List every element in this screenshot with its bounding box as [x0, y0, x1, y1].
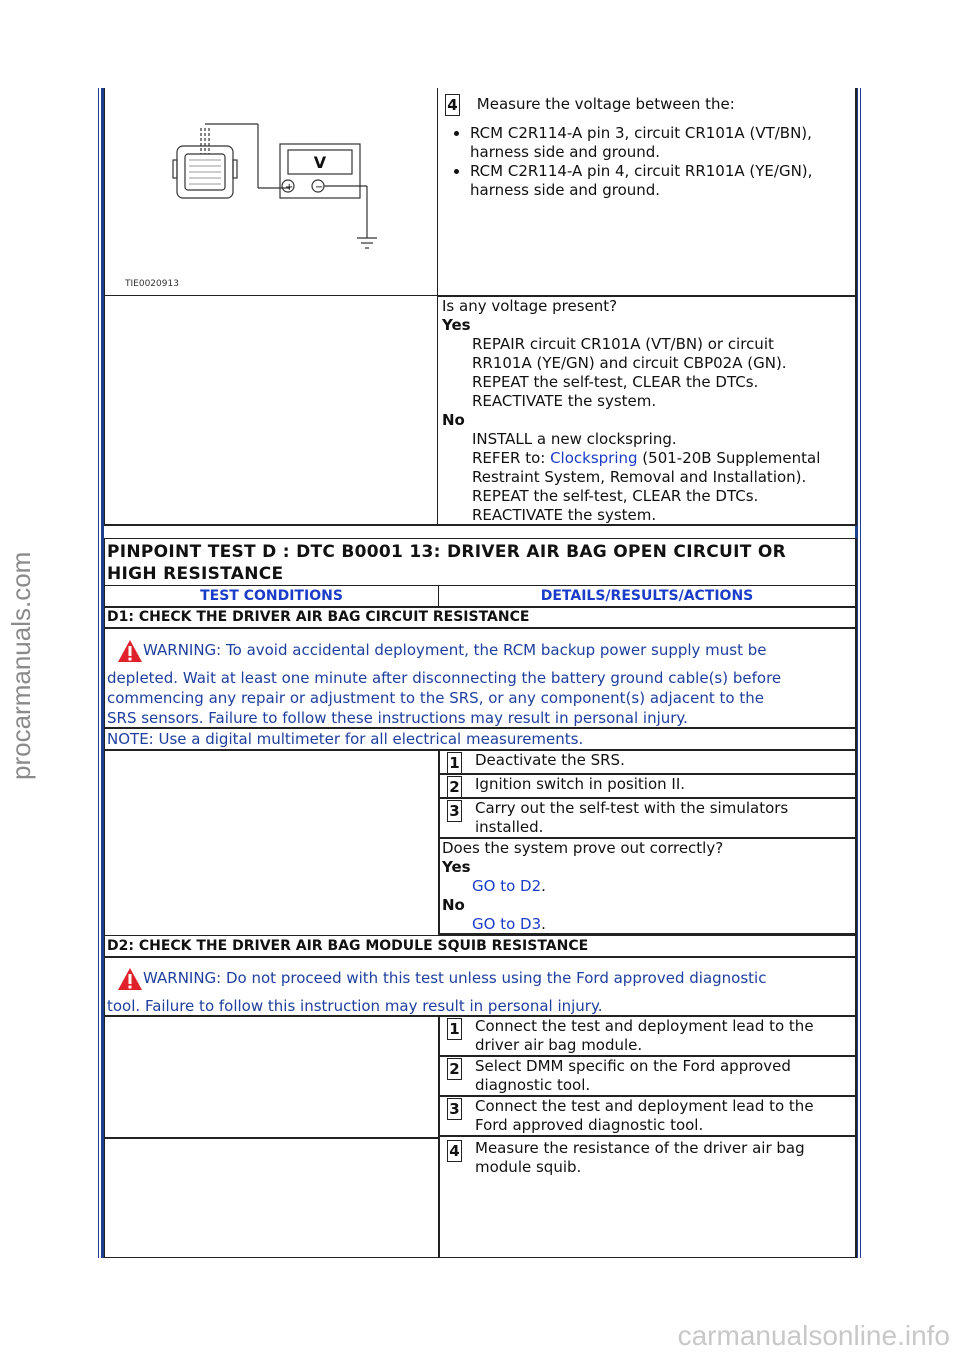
blank-cell: [105, 1139, 440, 1257]
d1-step-1: [440, 751, 855, 775]
blank-cell: [105, 751, 440, 935]
step4-cell: [438, 88, 855, 297]
side-watermark: procarmanuals.com: [6, 551, 36, 780]
step-text: Ignition switch in position II.: [475, 775, 686, 793]
negative-terminal-icon: −: [315, 182, 324, 193]
no-action: [442, 430, 851, 525]
warning-icon: [117, 967, 143, 996]
step-number: 3: [447, 1098, 462, 1120]
go-to-d3-link[interactable]: GO to D3: [472, 915, 542, 933]
question-text: Does the system prove out correctly?: [442, 839, 724, 857]
step-number: 4: [445, 94, 460, 116]
warning-line: commencing any repair or adjustment to the SRS, or any component(s) adjacent to the: [107, 689, 764, 707]
meter-label: V: [313, 153, 327, 172]
warning-line: tool. Failure to follow this instruction may result in personal injury.: [107, 997, 603, 1015]
warning-line: WARNING: Do not proceed with this test unless using the Ford approved diagnostic: [143, 969, 767, 987]
no-label: No: [442, 411, 465, 429]
circuit-diagram: [105, 88, 435, 293]
action-line: REPEAT the self-test, CLEAR the DTCs.: [472, 373, 759, 391]
warning-icon: [117, 639, 143, 668]
step-text: Connect the test and deployment lead to the Ford approved diagnostic tool.: [475, 1097, 814, 1134]
d2-step-4: [440, 1139, 855, 1257]
pinpoint-title: [107, 541, 825, 585]
action-line: REACTIVATE the system.: [472, 392, 657, 410]
col-test-conditions: TEST CONDITIONS: [105, 586, 439, 606]
col-details: DETAILS/RESULTS/ACTIONS: [540, 588, 754, 604]
step-number: 1: [447, 752, 462, 774]
d2-step-3: [440, 1097, 855, 1137]
step-number: 2: [447, 1058, 462, 1080]
step-number: 3: [447, 800, 462, 822]
step-number: 4: [447, 1140, 462, 1162]
title-line: PINPOINT TEST D : DTC B0001 13: DRIVER AIR BAG OPEN CIRCUIT OR: [107, 542, 786, 562]
action-line: [472, 449, 851, 468]
no-label: No: [442, 896, 465, 914]
action-line: REPAIR circuit CR101A (VT/BN) or circuit: [472, 335, 774, 353]
d1-heading: D1: CHECK THE DRIVER AIR BAG CIRCUIT RESISTANCE: [105, 607, 855, 629]
step-text: Select DMM specific on the Ford approved diagnostic tool.: [475, 1057, 791, 1094]
action-line: Restraint System, Removal and Installation).: [472, 468, 807, 486]
positive-terminal-icon: +: [285, 182, 294, 193]
action-line: RR101A (YE/GN) and circuit CBP02A (GN).: [472, 354, 787, 372]
pin-list: [438, 124, 855, 200]
d2-heading: D2: CHECK THE DRIVER AIR BAG MODULE SQUIB RESISTANCE: [105, 935, 855, 958]
refer-prefix: REFER to:: [472, 449, 551, 467]
bottom-watermark: carmanualsonline.info: [677, 1320, 950, 1351]
warning-line: depleted. Wait at least one minute after disconnecting the battery ground cable(s) before: [107, 669, 782, 687]
blank-cell: [105, 1017, 440, 1139]
yes-label: Yes: [442, 316, 471, 334]
d1-warning: [105, 629, 855, 729]
title-line: HIGH RESISTANCE: [107, 564, 284, 584]
blank-cell: [105, 296, 438, 524]
go-to-d2-link[interactable]: GO to D2: [472, 877, 542, 895]
period: .: [541, 915, 546, 933]
action-line: REACTIVATE the system.: [472, 506, 657, 524]
step-number: 2: [447, 776, 462, 798]
list-item: • RCM C2R114-A pin 4, circuit RR101A (YE/GN), harness side and ground.: [470, 162, 855, 200]
warning-line: SRS sensors. Failure to follow these instructions may result in personal injury.: [107, 709, 688, 727]
pinpoint-test-d-table: [104, 538, 857, 1258]
results-cell: [438, 297, 855, 524]
d2-warning: [105, 957, 855, 1017]
step-text: Measure the voltage between the:: [476, 95, 735, 113]
right-margin-rule: [860, 88, 861, 1258]
refer-suffix: (501-20B Supplemental: [637, 449, 821, 467]
d1-step-2: [440, 775, 855, 799]
d2-step-1: [440, 1017, 855, 1057]
figure-label: TIE0020913: [125, 279, 179, 289]
d1-step-3: [440, 799, 855, 839]
voltage-measure-figure: [105, 88, 438, 296]
left-margin-rule: [98, 88, 99, 1258]
step-text: Connect the test and deployment lead to the driver air bag module.: [475, 1017, 814, 1054]
step-text: Deactivate the SRS.: [475, 751, 625, 769]
step-text: Measure the resistance of the driver air bag module squib.: [475, 1139, 805, 1176]
yes-action: [442, 335, 851, 411]
step-text: Carry out the self-test with the simulators installed.: [475, 799, 789, 836]
column-header-row: [105, 585, 855, 608]
d1-note: NOTE: Use a digital multimeter for all electrical measurements.: [105, 729, 855, 751]
question-text: Is any voltage present?: [442, 297, 618, 315]
action-line: REPEAT the self-test, CLEAR the DTCs.: [472, 487, 759, 505]
list-item: • RCM C2R114-A pin 3, circuit CR101A (VT/BN), harness side and ground.: [470, 124, 855, 162]
action-line: INSTALL a new clockspring.: [472, 430, 677, 448]
step-number: 1: [447, 1018, 462, 1040]
d2-step-2: [440, 1057, 855, 1097]
period: .: [541, 877, 546, 895]
d1-results: [440, 839, 855, 935]
warning-line: WARNING: To avoid accidental deployment, the RCM backup power supply must be: [143, 641, 767, 659]
yes-label: Yes: [442, 858, 471, 876]
clockspring-link[interactable]: Clockspring: [550, 449, 638, 467]
previous-test-table: [104, 88, 857, 526]
